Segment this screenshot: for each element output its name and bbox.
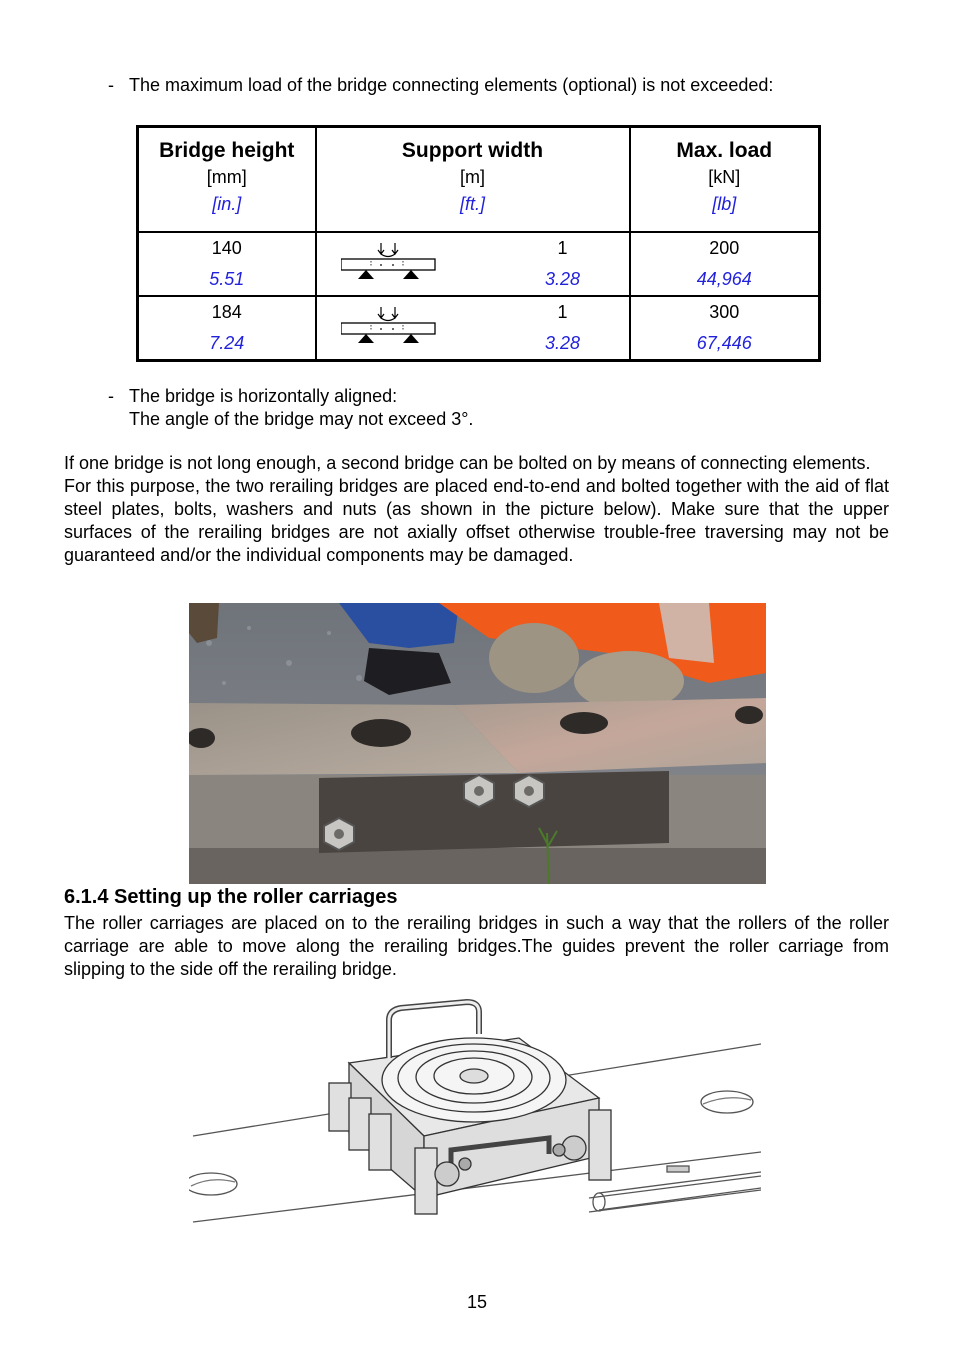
bullet-alignment-line1: The bridge is horizontally aligned:: [129, 386, 398, 406]
header-unit-alt: [in.]: [212, 194, 242, 214]
load-kn: 300: [709, 302, 740, 322]
support-diagram-icon: [341, 305, 437, 345]
bullet-load-text: The maximum load of the bridge connecting elements (optional) is not exceeded:: [129, 75, 774, 95]
height-mm: 140: [211, 238, 242, 258]
table-header-row: [138, 127, 820, 233]
bullet-dash: -: [108, 75, 114, 95]
load-kn: 200: [709, 238, 740, 258]
header-title: Bridge height: [159, 139, 295, 162]
width-m: 1: [557, 238, 568, 258]
width-ft: 3.28: [544, 269, 581, 289]
paragraph: For this purpose, the two rerailing bridges are placed end-to-end and bolted together with the aid of flat steel plates, bolts, washers and nuts (as shown in the picture below). Make sure that the upper surfaces of the rerailing bridges are not axially offset otherwise trouble-free traversing may not be guaranteed and/or the individual components may be damaged.: [64, 476, 889, 565]
connecting-paragraph: [64, 452, 889, 567]
bullet-load-limit: [108, 74, 889, 96]
paragraph: If one bridge is not long enough, a second bridge can be bolted on by means of connecting elements.: [64, 453, 871, 473]
cell-width: [316, 232, 630, 296]
table-row: [138, 232, 820, 296]
load-table: [136, 125, 821, 362]
section-heading: 6.1.4 Setting up the roller carriages: [64, 886, 398, 908]
header-unit-alt: [lb]: [712, 194, 737, 214]
header-unit: [mm]: [206, 167, 247, 187]
height-in: 5.51: [209, 269, 245, 289]
load-lb: 67,446: [696, 333, 752, 353]
height-mm: 184: [211, 302, 242, 322]
table-row: [138, 296, 820, 361]
header-bridge-height: [138, 127, 316, 233]
header-title: Support width: [401, 139, 544, 162]
header-support-width: [316, 127, 630, 233]
header-title: Max. load: [676, 139, 773, 162]
roller-carriage-paragraph: [64, 912, 889, 981]
header-max-load: [630, 127, 820, 233]
header-unit-alt: [ft.]: [459, 194, 485, 214]
bullet-alignment: [108, 385, 889, 431]
width-m: 1: [557, 302, 568, 322]
cell-height: [138, 232, 316, 296]
load-lb: 44,964: [696, 269, 752, 289]
bullet-alignment-line2: The angle of the bridge may not exceed 3°.: [129, 409, 474, 429]
header-unit: [kN]: [708, 167, 741, 187]
support-diagram-icon: [341, 241, 437, 281]
paragraph: The roller carriages are placed on to the rerailing bridges in such a way that the rollers of the roller carriage are able to move along the rerailing bridges.The guides prevent the roller carriage from slipping to the side off the rerailing bridge.: [64, 913, 889, 979]
cell-height: [138, 296, 316, 361]
cell-width: [316, 296, 630, 361]
bullet-dash: -: [108, 386, 114, 406]
width-ft: 3.28: [544, 333, 581, 353]
height-in: 7.24: [209, 333, 245, 353]
page-number: 15: [466, 1292, 488, 1312]
cell-load: [630, 232, 820, 296]
roller-carriage-drawing: [189, 998, 761, 1240]
bridge-bolting-photo: [189, 603, 766, 884]
header-unit: [m]: [460, 167, 485, 187]
cell-load: [630, 296, 820, 361]
